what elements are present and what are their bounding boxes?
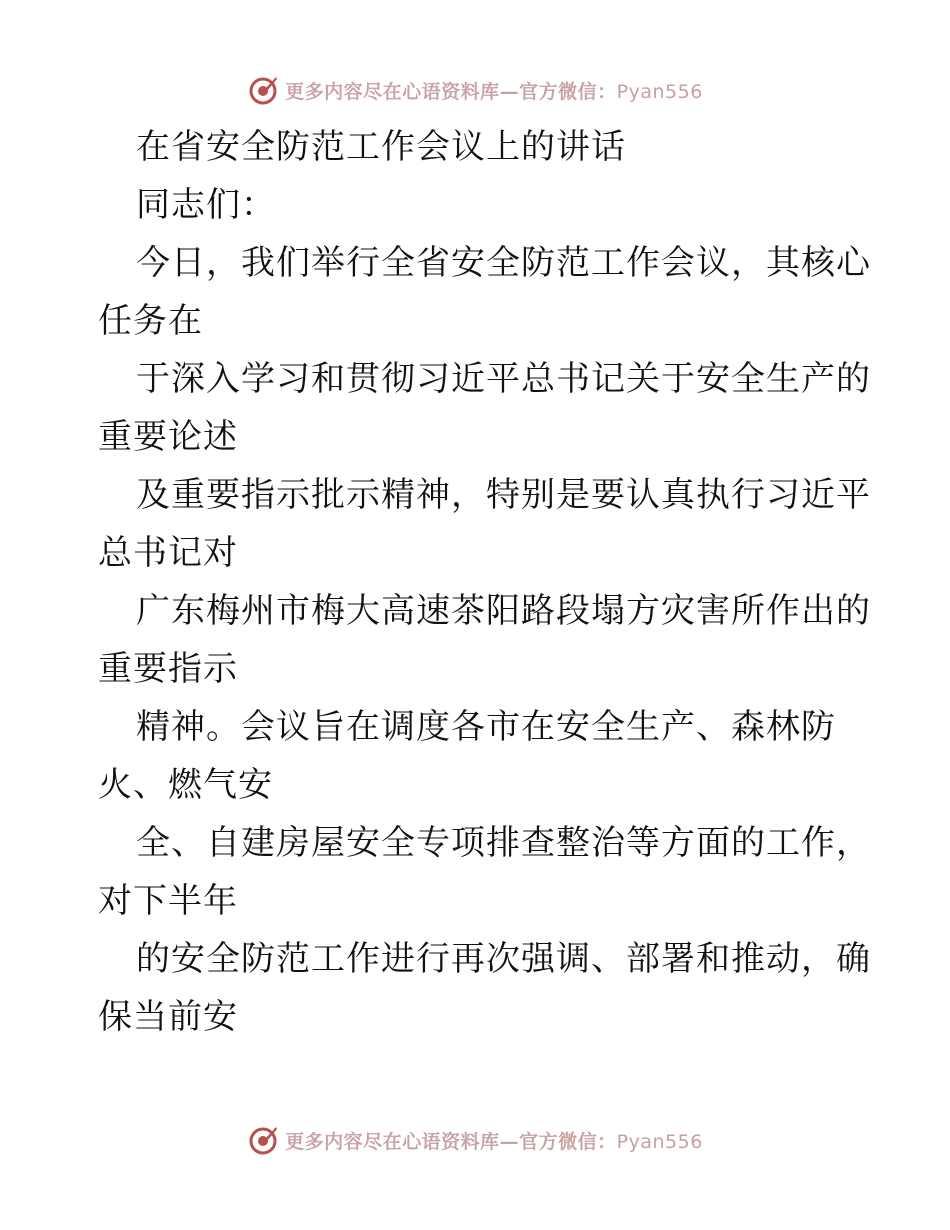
text-line: 任务在 [98, 301, 203, 341]
watermark-text: 更多内容尽在心语资料库—官方微信：Pyan556 [285, 1130, 703, 1153]
text-line: 及重要指示批示精神，特别是要认真执行习近平 [136, 475, 871, 515]
watermark-text: 更多内容尽在心语资料库—官方微信：Pyan556 [285, 80, 703, 103]
watermark-banner-bottom [0, 1120, 950, 1160]
salutation: 同志们： [136, 185, 276, 225]
text-line: 重要论述 [98, 417, 238, 457]
text-line: 今日，我们举行全省安全防范工作会议，其核心 [136, 243, 871, 283]
text-line: 总书记对 [98, 533, 238, 573]
text-line: 的安全防范工作进行再次强调、部署和推动，确 [136, 939, 871, 979]
text-line: 火、燃气安 [98, 765, 273, 805]
text-line: 全、自建房屋安全专项排查整治等方面的工作， [136, 823, 871, 863]
text-line: 广东梅州市梅大高速茶阳路段塌方灾害所作出的 [136, 591, 871, 631]
text-line: 保当前安 [98, 997, 238, 1037]
document-title: 在省安全防范工作会议上的讲话 [136, 127, 626, 167]
text-line: 精神。会议旨在调度各市在安全生产、森林防 [136, 707, 836, 747]
quill-seal-icon [247, 74, 279, 106]
watermark-id: Pyan556 [616, 80, 703, 103]
watermark-banner-top [0, 70, 950, 110]
text-line: 于深入学习和贯彻习近平总书记关于安全生产的 [136, 359, 871, 399]
watermark-id: Pyan556 [616, 1130, 703, 1153]
quill-seal-icon [247, 1124, 279, 1156]
text-line: 重要指示 [98, 649, 238, 689]
text-line: 对下半年 [98, 881, 238, 921]
